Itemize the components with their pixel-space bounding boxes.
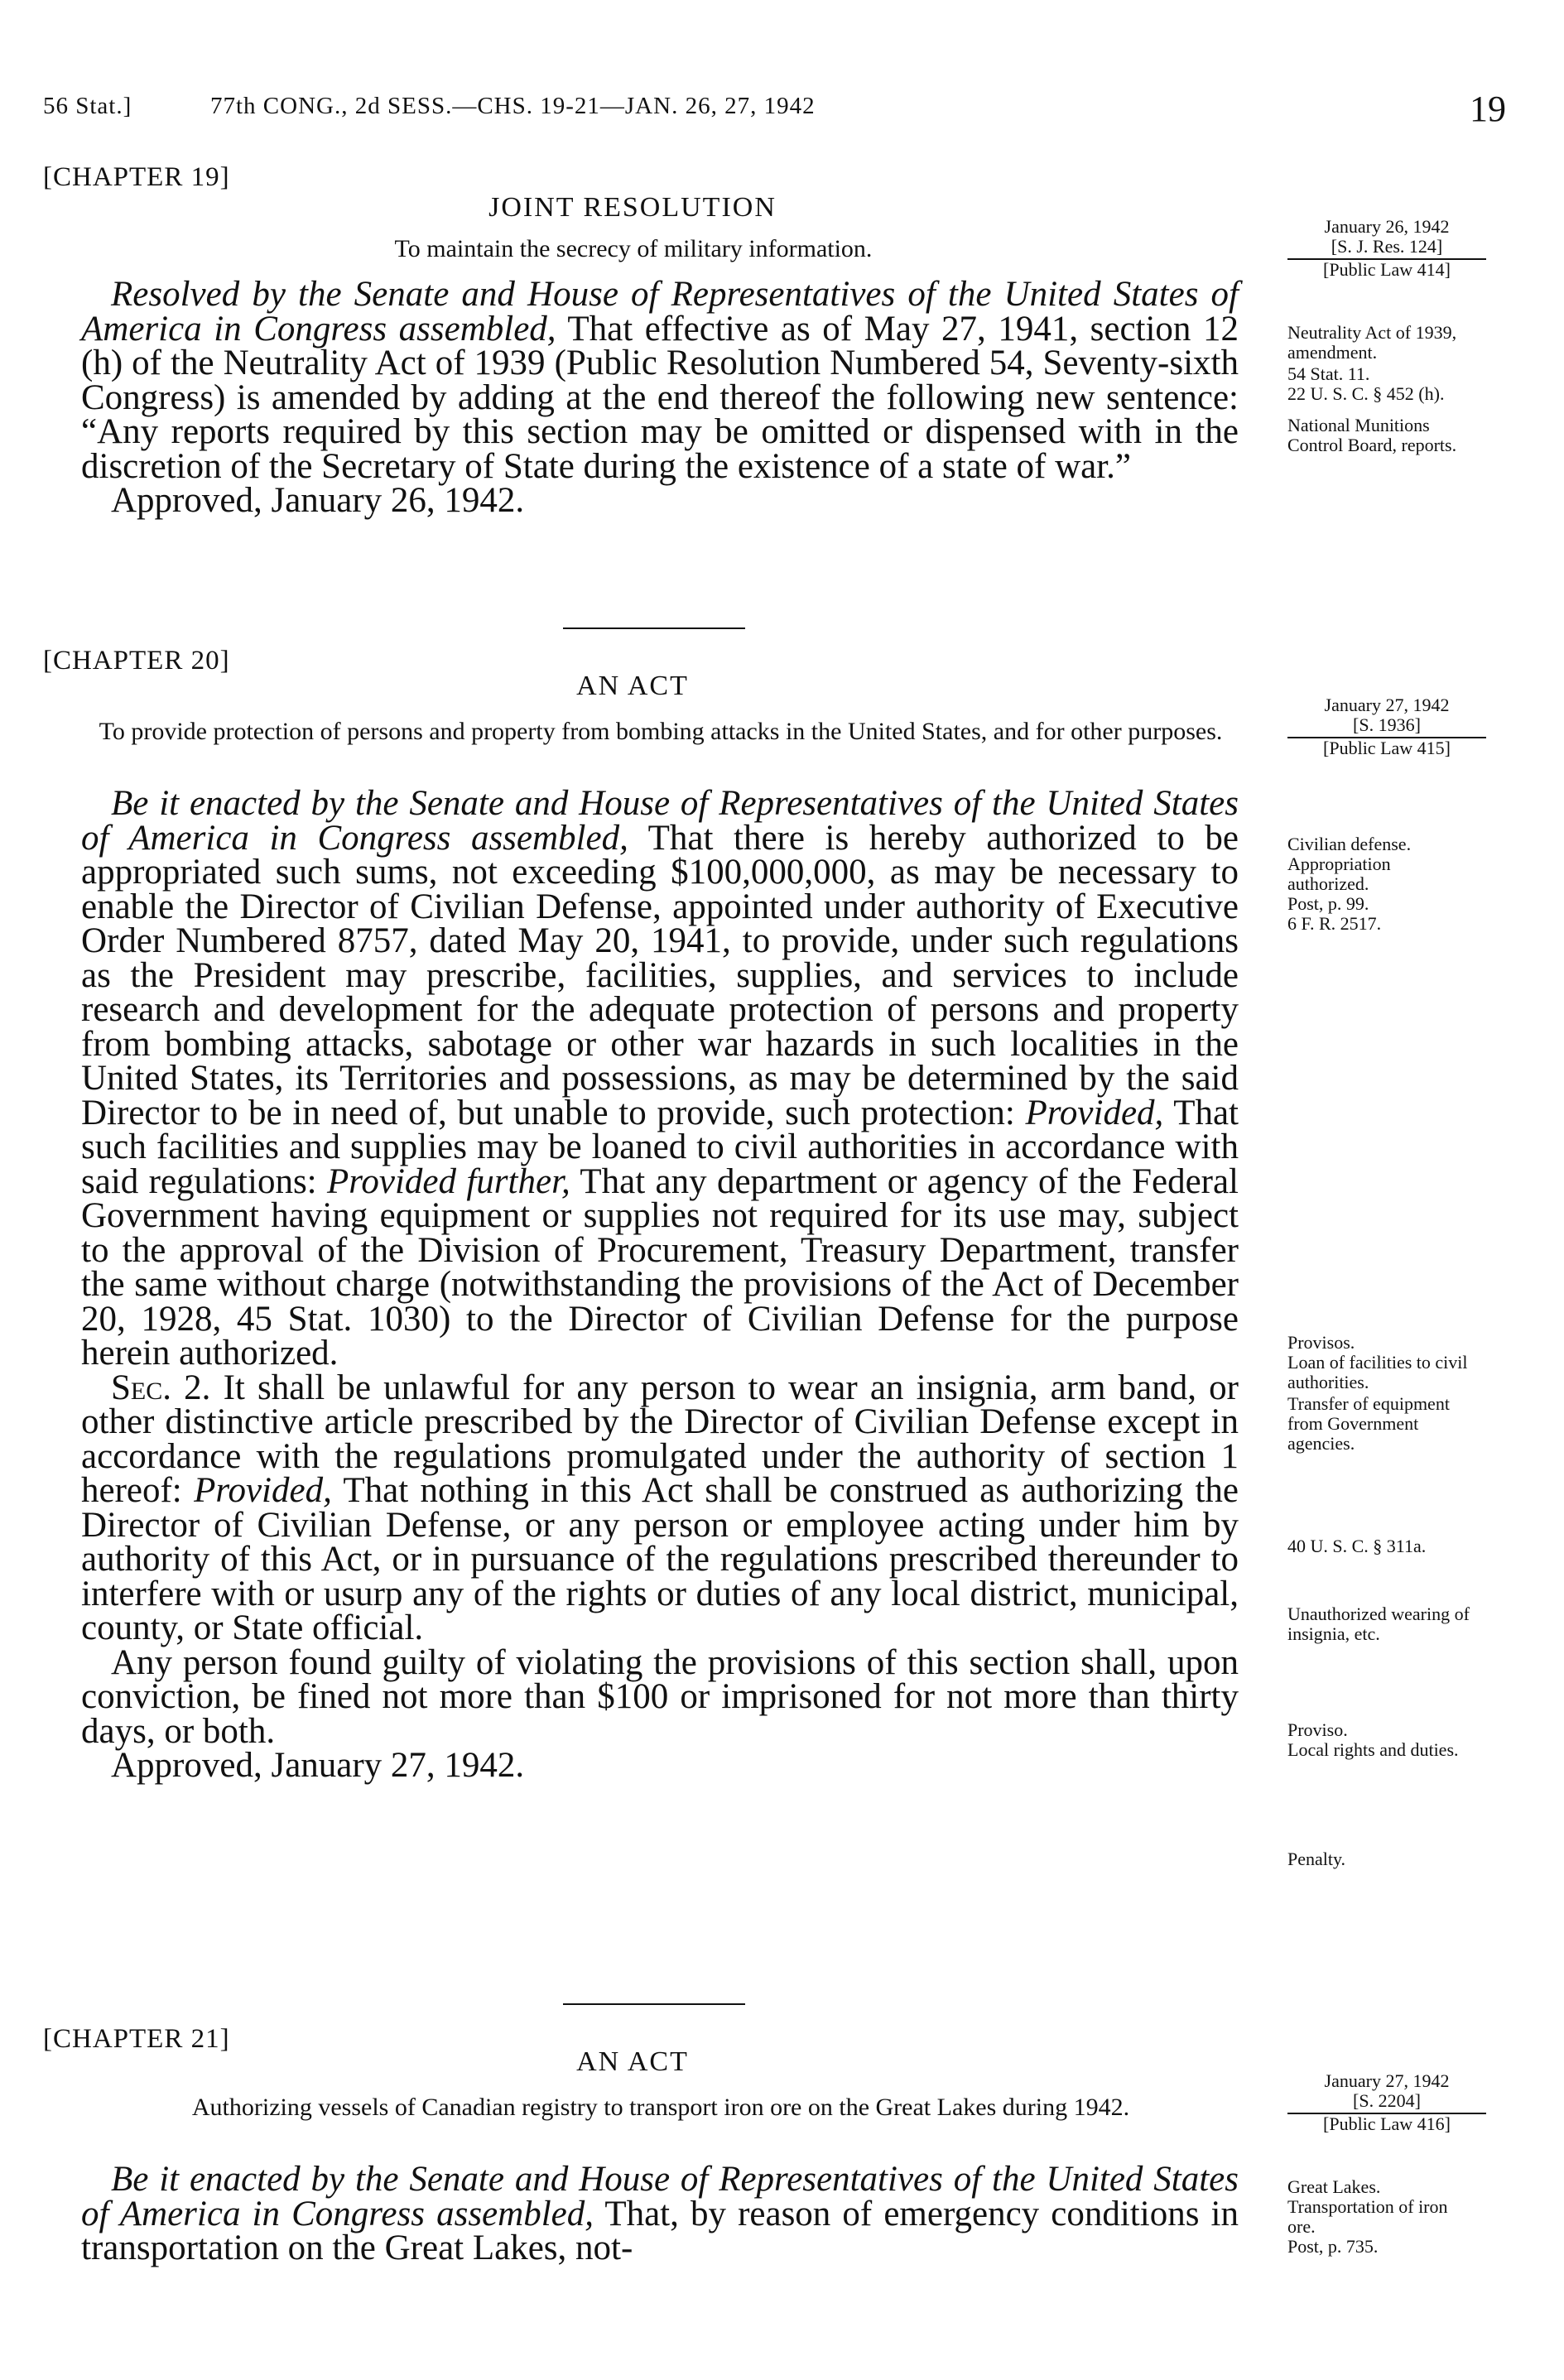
- chapter-20-text-c: That any department or agency of the Federal Government having equipment or supplies not required for its use may, subject to the approval of the Division of Procurement, Treasury Department, transfer the same without charge (notwithstanding the provisions of the Act of December 20, 1928, 45 Stat. 1030) to the Director of Civilian Defense for the purpose herein authorized.: [81, 1161, 1239, 1373]
- chapter-19-margin-notes: [1287, 323, 1486, 505]
- chapter-20-date: January 27, 1942: [1324, 695, 1450, 715]
- chapter-20-public-law: [Public Law 415]: [1323, 738, 1451, 758]
- chapter-20-approved: Approved, January 27, 1942.: [111, 1746, 525, 1785]
- chapter-21-text: That, by reason of emergency conditions in transportation on the Great Lakes, not-: [81, 2194, 1239, 2267]
- chapter-19-purpose: To maintain the secrecy of military information.: [394, 235, 873, 262]
- section-2-text-a: It shall be unlawful for any person to wear an insignia, arm band, or other distinctive article prescribed by the Director of Civilian Defense except in accordance with the regulations promulgated under the authority of section 1 hereof:: [81, 1368, 1239, 1510]
- chapter-19-kind: JOINT RESOLUTION: [488, 192, 777, 223]
- penalty-paragraph: Any person found guilty of violating the provisions of this section shall, upon conviction, be fined not more than $100 or imprisoned for not more than thirty days, or both.: [81, 1642, 1239, 1751]
- section-divider: [563, 627, 745, 629]
- margin-note: Proviso.: [1287, 1719, 1348, 1740]
- margin-note: 22 U. S. C. § 452 (h).: [1287, 383, 1445, 404]
- margin-note: 40 U. S. C. § 311a.: [1287, 1536, 1427, 1556]
- chapter-21-public-law: [Public Law 416]: [1323, 2113, 1451, 2134]
- chapter-21-margin-notes: [1287, 2177, 1486, 2277]
- chapter-19-approved: Approved, January 26, 1942.: [111, 481, 525, 520]
- chapter-20-margin-notes: [1287, 834, 1486, 1869]
- proviso-marker: Provided,: [1025, 1093, 1164, 1132]
- running-head-volume: 56 Stat.]: [43, 93, 132, 119]
- margin-note: Civilian defense.: [1287, 834, 1412, 854]
- chapter-20-label: [CHAPTER 20]: [43, 646, 230, 676]
- chapter-20-purpose: To provide protection of persons and property from bombing attacks in the United States, and for other purposes.: [99, 718, 1223, 745]
- chapter-20-dateline: [1287, 695, 1486, 758]
- chapter-19-body: [81, 277, 1239, 518]
- margin-note: Provisos.: [1287, 1332, 1355, 1353]
- chapter-19-bill: [S. J. Res. 124]: [1287, 237, 1486, 260]
- proviso-marker: Provided,: [194, 1471, 332, 1510]
- chapter-20-kind: AN ACT: [576, 671, 689, 701]
- chapter-20-body: [81, 786, 1239, 1783]
- chapter-20-bill: [S. 1936]: [1287, 715, 1486, 738]
- margin-note: Loan of facilities to civil authorities.: [1287, 1352, 1468, 1392]
- margin-note: Local rights and duties.: [1287, 1739, 1459, 1760]
- chapter-21-bill: [S. 2204]: [1287, 2091, 1486, 2114]
- chapter-19-public-law: [Public Law 414]: [1323, 259, 1451, 280]
- margin-note: 6 F. R. 2517.: [1287, 913, 1382, 934]
- section-2-label: Sec. 2.: [111, 1368, 211, 1407]
- margin-note: Unauthorized wearing of insignia, etc.: [1287, 1603, 1470, 1644]
- chapter-19-date: January 26, 1942: [1324, 216, 1450, 237]
- chapter-21-purpose: Authorizing vessels of Canadian registry to transport iron ore on the Great Lakes during 1942.: [191, 2094, 1130, 2121]
- margin-note: Neutrality Act of 1939, amendment.: [1287, 322, 1457, 363]
- chapter-21-enacting-clause: Be it enacted by the Senate and House of Representatives of the United States of America in Congress assembled,: [81, 2160, 1239, 2233]
- chapter-21-body: [81, 2162, 1239, 2266]
- chapter-19-text: That effective as of May 27, 1941, section 12 (h) of the Neutrality Act of 1939 (Public Resolution Numbered 54, Seventy-sixth Congress) is amended by adding at the end thereof the following new sentence: “Any reports required by this section may be omitted or dispensed with in the discretion of the Secretary of State during the existence of a state of war.”: [81, 309, 1239, 486]
- chapter-20-text-a: That there is hereby authorized to be appropriated such sums, not exceeding $100,000,000, as may be necessary to enable the Director of Civilian Defense, appointed under authority of Executive Order Numbered 8757, dated May 20, 1941, to provide, under such regulations as the President may prescribe, facilities, supplies, and services to include research and development for the adequate protection of persons and property from bombing attacks, sabotage or other war hazards in such localities in the United States, its Territories and possessions, as may be determined by the said Director to be in need of, but unable to provide, such protection:: [81, 818, 1239, 1132]
- section-divider: [563, 2003, 745, 2005]
- margin-note: Penalty.: [1287, 1849, 1346, 1869]
- margin-note: Post, p. 735.: [1287, 2236, 1379, 2257]
- margin-note: Transfer of equipment from Government agencies.: [1287, 1393, 1450, 1454]
- chapter-21-dateline: [1287, 2071, 1486, 2134]
- chapter-19-enacting-clause: Resolved by the Senate and House of Representatives of the United States of America in Congress assembled,: [81, 275, 1239, 349]
- page-number: 19: [1470, 89, 1506, 129]
- chapter-19-label: [CHAPTER 19]: [43, 162, 230, 192]
- margin-note: Appropriation authorized.: [1287, 853, 1391, 894]
- margin-note: Transportation of iron ore.: [1287, 2196, 1448, 2237]
- margin-note: Post, p. 99.: [1287, 893, 1369, 914]
- section-2-text-b: That nothing in this Act shall be construed as authorizing the Director of Civilian Defense, or any person or employee acting under him by authority of this Act, or in pursuance of the regulations prescribed thereunder to interfere with or usurp any of the rights or duties of any local district, municipal, county, or State official.: [81, 1471, 1239, 1647]
- chapter-21-date: January 27, 1942: [1324, 2070, 1450, 2091]
- chapter-20-enacting-clause: Be it enacted by the Senate and House of Representatives of the United States of America in Congress assembled,: [81, 784, 1239, 858]
- chapter-19-dateline: [1287, 217, 1486, 280]
- chapter-21-kind: AN ACT: [576, 2046, 689, 2077]
- running-head-title: 77th CONG., 2d SESS.—CHS. 19-21—JAN. 26, 27, 1942: [210, 93, 816, 119]
- margin-note: Great Lakes.: [1287, 2176, 1381, 2197]
- proviso-marker: Provided further,: [326, 1161, 570, 1201]
- chapter-20-text-b: That such facilities and supplies may be loaned to civil authorities in accordance with said regulations:: [81, 1093, 1239, 1201]
- margin-note: 54 Stat. 11.: [1287, 363, 1370, 384]
- chapter-21-label: [CHAPTER 21]: [43, 2024, 230, 2054]
- margin-note: National Munitions Control Board, reports.: [1287, 415, 1457, 455]
